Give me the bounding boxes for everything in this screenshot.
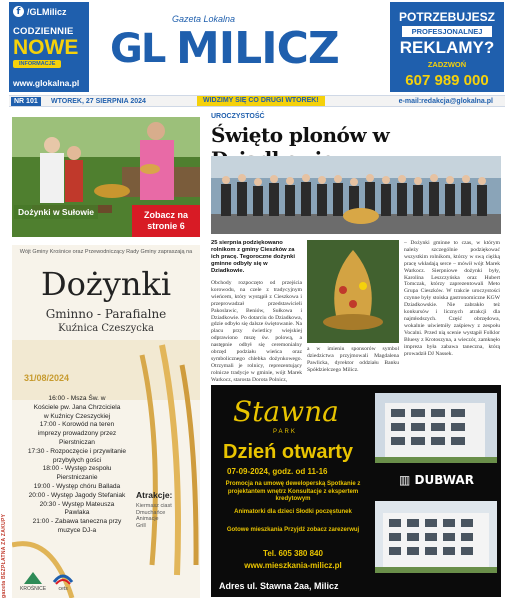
building-render-1 — [375, 393, 497, 463]
attraction-item: Kiermasz ciast — [136, 503, 172, 509]
krosnice-label: KROŚNICE — [20, 586, 47, 592]
attraction-item: Animacje — [136, 516, 159, 522]
stawna-phone[interactable]: Tel. 605 380 840 — [263, 549, 323, 558]
schedule-line: 16:00 - Msza Św. w — [48, 395, 106, 402]
poster-intro: Wójt Gminy Krośnice oraz Przewodniczący Rady Gminy zapraszają na — [19, 249, 193, 255]
schedule-line: Pierstniczanie — [56, 474, 98, 482]
developer-icon: ▥ — [399, 473, 411, 487]
editorial-email[interactable]: e-mail:redakcja@glokalna.pl — [398, 97, 493, 105]
article-headline[interactable]: Święto plonów w — [211, 123, 390, 147]
new-label: NOWE — [13, 36, 79, 59]
developer-logo — [399, 473, 474, 487]
schedule-line: muzyce DJ-a — [57, 526, 97, 534]
article-section: UROCZYSTOŚĆ — [211, 113, 265, 120]
poster-place: Kuźnica Czeszycka — [58, 323, 154, 334]
side-strip-text: gazeta BEZPŁATNA ZA ZAKUPY — [1, 513, 7, 598]
harvest-festival-poster — [12, 245, 200, 598]
harvest-crown-photo — [307, 240, 399, 343]
kids-text: Animatorki dla dzieci Słodki poczęstunek — [234, 509, 352, 515]
stawna-address: Adres ul. Stawna 2aa, Milicz — [219, 581, 339, 591]
issue-date: WTOREK, 27 SIERPNIA 2024 — [51, 97, 146, 105]
teaser-caption: Dożynki w Sułowie — [14, 205, 98, 219]
building-render-2 — [375, 501, 497, 573]
schedule-line: 17:30 - Rozpoczęcie i przywitanie — [27, 447, 127, 455]
schedule-line: w Kuźnicy Czeszyckiej — [43, 412, 111, 420]
poster-schedule — [18, 395, 136, 536]
article-lead: 25 sierpnia podziękowano rolnikom z gminy Cieszków za ich pracę. Tegoroczne dożynki gminne odbyły się w Dziadkowie. — [211, 240, 295, 275]
open-day-headline: Dzień otwarty — [223, 441, 354, 463]
stawna-logo: Stawna — [233, 395, 339, 428]
open-day-date: 07-09-2024, godz. od 11-16 — [227, 467, 328, 476]
ad-call-label: ZADZWOŃ — [427, 60, 467, 69]
facebook-icon: f — [13, 6, 24, 17]
ready-flats-text: Gotowe mieszkania Przyjdź zobacz zarezerwuj — [226, 527, 360, 533]
article-column-3: – Dożynki gminne to czas, w którym należy szczególnie podziękować wszystkim rolnikom, którzy w swą ciężką pracę wkładają serce – mówił wójt Marek Warkocz. Sierpniowe dożynki były, Karolina Leszczyńska oraz Hubert Tomczak, którzy zaprezentowali Meto Grupa Cieszków. W trakcie uroczystości czynne były stoiska gastronomiczne KGW Dziadkowskie. Nie zabrakło też konkursów i licznych atrakcji dla najmłodszych. Część obrzędowa, wokalnie uświetniły zaśpiewy z zespołu Vocalni. Przed nią scenie wystąpił Folklor Bluesy z Krotoszyna, a wieczór, zamknęło impreza była zabawa taneczna, którą prowadził DJ Nassek. — [404, 240, 500, 357]
teaser-see-more[interactable]: Zobacz na stronie 6 — [132, 205, 200, 237]
poster-logos — [20, 570, 74, 592]
daily-label: CODZIENNIE — [13, 26, 74, 37]
masthead-logo[interactable] — [110, 14, 360, 84]
schedule-line: Pierstniczan — [59, 438, 95, 446]
article-column-2: a w imieniu sponsorów symbol dziedzictwa przyjmowali Magdalena Pawlicka, dyrektor oddziału Banku Spółdzielczego Milicz. — [307, 346, 399, 373]
information-label: INFORMACJE — [13, 60, 61, 68]
schedule-line: Pawlaka — [64, 509, 90, 517]
stawna-park-ad[interactable] — [211, 385, 501, 597]
schedule-line: przybyłych gości — [52, 456, 102, 464]
attractions-title: Atrakcje: — [136, 490, 173, 500]
schedule-line: 21:00 - Zabawa taneczna przy — [32, 518, 122, 526]
promo-text: Promocja na umowę deweloperską Spotkanie z projektantem wnętrz Konsultacje z ekspertem kredytowym — [225, 481, 361, 502]
crown-photo — [307, 240, 399, 343]
schedule-line: 20:00 - Występ Jagody Stefaniak — [28, 491, 126, 499]
schedule-line: Kościele pw. Jana Chrzciciela — [33, 403, 121, 411]
schedule-line: 17:00 - Korowód na teren — [39, 421, 115, 429]
stawna-website[interactable]: www.mieszkania-milicz.pl — [244, 561, 342, 570]
attractions-list — [136, 503, 172, 529]
side-strip — [0, 0, 8, 600]
schedule-line: 19:00 - Występ chóru Ballada — [33, 482, 121, 490]
facebook-link[interactable] — [13, 6, 67, 17]
ad-phone: 607 989 000 — [405, 72, 489, 89]
advertising-banner[interactable] — [390, 2, 504, 92]
attraction-item: Dmuchańce — [136, 509, 166, 516]
attraction-item: Grill — [136, 522, 146, 529]
issue-number: NR 101 — [11, 97, 41, 106]
poster-subtitle: Gminno - Parafialne — [45, 307, 167, 321]
masthead-subtitle: Gazeta Lokalna — [172, 14, 236, 24]
harvest-teaser[interactable] — [12, 117, 200, 237]
ad-line-3: REKLAMY? — [399, 38, 495, 57]
cets-label: cets — [58, 586, 68, 592]
issue-slogan: WIDZIMY SIĘ CO DRUGI WTOREK! — [197, 96, 325, 106]
cets-logo — [52, 570, 74, 592]
schedule-line: 20:30 - Występ Mateusza — [39, 500, 115, 508]
ad-line-1: POTRZEBUJESZ — [398, 10, 495, 24]
developer-name: DUBWAR — [414, 473, 474, 487]
masthead-letters: GL — [110, 26, 165, 72]
masthead-title: MILICZ — [176, 23, 339, 74]
group-photo — [211, 156, 501, 234]
ad-line-2: PROFESJONALNEJ — [402, 26, 492, 37]
facebook-handle: /GLMilicz — [27, 6, 67, 17]
website-link[interactable]: www.glokalna.pl — [13, 78, 80, 88]
issue-bar — [9, 95, 505, 107]
header-info-block — [9, 2, 89, 92]
krosnice-logo — [20, 570, 46, 592]
article-group-photo — [211, 156, 501, 234]
stawna-park-label: PARK — [273, 429, 297, 435]
poster-title: Dożynki — [40, 265, 172, 303]
poster-date: 31/08/2024 — [24, 373, 70, 383]
schedule-line: 18:00 - Występ zespołu — [42, 465, 112, 473]
article-column-1: Obchody rozpoczęto od przejścia korowodu, na czele z tradycyjnym wieńcem, który wystąpił z Cieszkowa i przeprowadzał przedstawicieli Pakoslawic, Beniów, Sułkowa i Dziadkowie. Po dotarciu do Dziadkowa, gdzie odbyło się dalsze świętowanie. Na placu przy świetlicy wiejskiej odprawiono mszę św. polową, a następnie odbył się ceremonialny obrzęd podziału wieńca oraz symbolicznego chlebka dożynkowego. Otrzymali je rolnicy, reprezentujący rolnicze tradycje w gminie, wójt Marek Warkocz, starosta Dorota Polnicz, — [211, 280, 302, 382]
schedule-line: imprezy prowadzony przez — [37, 430, 117, 438]
